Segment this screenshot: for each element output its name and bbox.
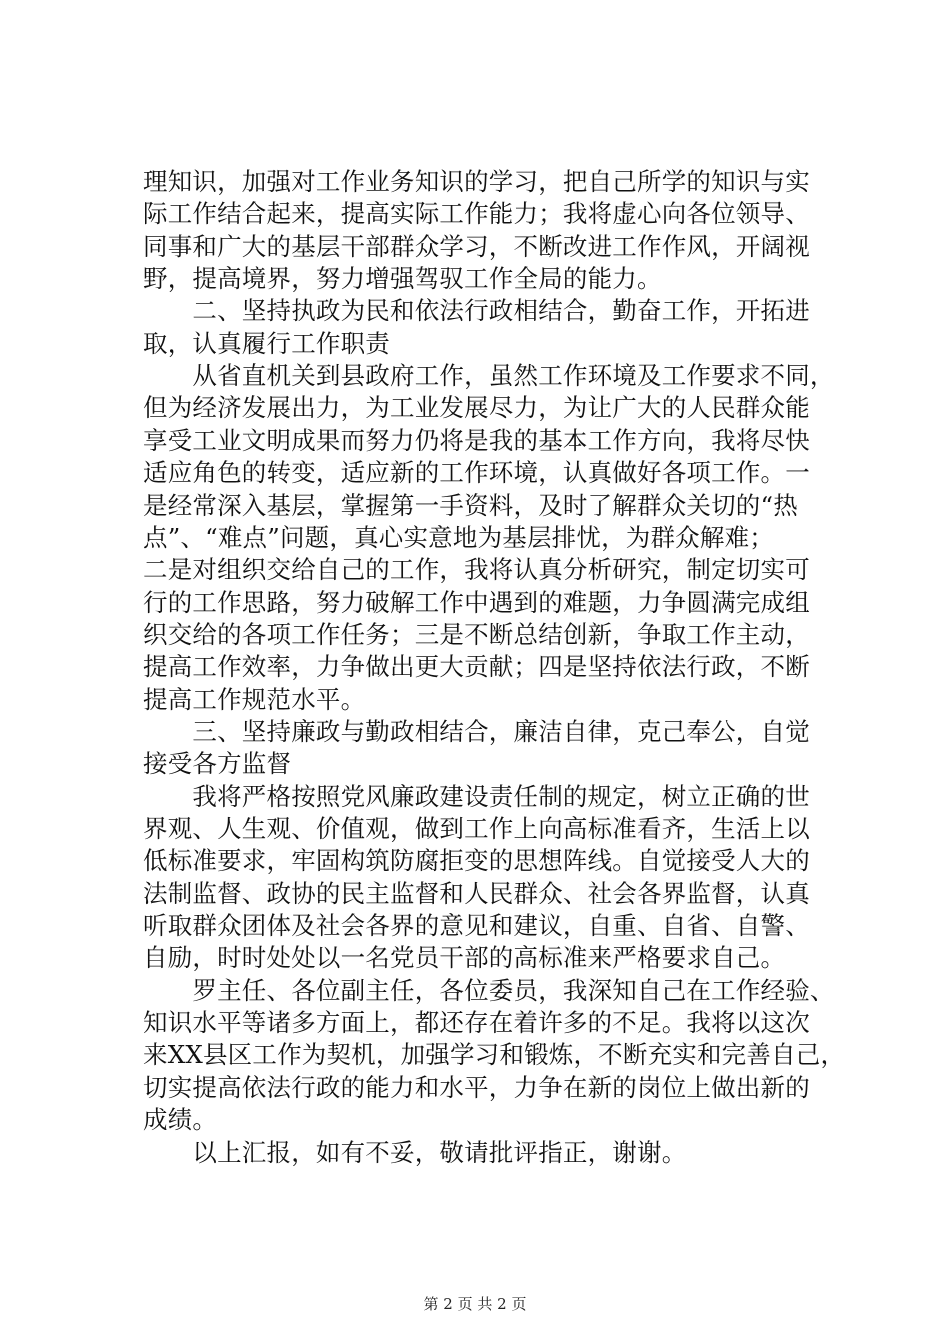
text-line: 法制监督、政协的民主监督和人民群众、社会各界监督，认真 — [143, 878, 810, 908]
text-line: 成绩。 — [143, 1105, 218, 1135]
text-line: 取，认真履行工作职责 — [143, 328, 390, 358]
text-line: 自励，时时处处以一名党员干部的高标准来严格要求自己。 — [143, 943, 786, 973]
text-line: 是经常深入基层，掌握第一手资料，及时了解群众关切的“热 — [143, 490, 798, 520]
text-line: 二是对组织交给自己的工作，我将认真分析研究，制定切实可 — [143, 555, 810, 585]
text-line: 野，提高境界，努力增强驾驭工作全局的能力。 — [143, 264, 662, 294]
text-line: 际工作结合起来，提高实际工作能力；我将虚心向各位领导、 — [143, 199, 810, 229]
text-line: 低标准要求，牢固构筑防腐拒变的思想阵线。自觉接受人大的 — [143, 846, 810, 876]
text-line: 我将严格按照党风廉政建设责任制的规定，树立正确的世 — [143, 781, 810, 811]
text-line: 提高工作规范水平。 — [143, 684, 366, 714]
text-line: 点”、“难点”问题，真心实意地为基层排忧，为群众解难； — [143, 522, 774, 552]
text-line: 界观、人生观、价值观，做到工作上向高标准看齐，生活上以 — [143, 814, 810, 843]
text-line: 但为经济发展出力，为工业发展尽力，为让广大的人民群众能 — [143, 393, 810, 423]
text-line: 织交给的各项工作任务；三是不断总结创新，争取工作主动， — [143, 619, 810, 649]
text-line: 行的工作思路，努力破解工作中遇到的难题，力争圆满完成组 — [143, 587, 810, 617]
text-line: 接受各方监督 — [143, 749, 292, 779]
text-line: 听取群众团体及社会各界的意见和建议，自重、自省、自警、 — [143, 911, 810, 941]
text-line: 来XX县区工作为契机，加强学习和锻炼，不断充实和完善自己， — [143, 1040, 846, 1070]
text-line: 二、坚持执政为民和依法行政相结合，勤奋工作，开拓进 — [143, 296, 810, 326]
text-line: 从省直机关到县政府工作，虽然工作环境及工作要求不同， — [143, 361, 835, 391]
text-line: 知识水平等诸多方面上，都还存在着许多的不足。我将以这次 — [143, 1008, 810, 1038]
text-line: 提高工作效率，力争做出更大贡献；四是坚持依法行政，不断 — [143, 652, 810, 682]
page-footer: 第 2 页 共 2 页 — [423, 1295, 527, 1313]
text-line: 罗主任、各位副主任，各位委员，我深知自己在工作经验、 — [143, 975, 835, 1005]
text-line: 三、坚持廉政与勤政相结合，廉洁自律，克己奉公，自觉 — [143, 716, 810, 746]
text-line: 以上汇报，如有不妥，敬请批评指正，谢谢。 — [143, 1137, 687, 1167]
text-line: 同事和广大的基层干部群众学习，不断改进工作作风，开阔视 — [143, 231, 810, 261]
text-line: 理知识，加强对工作业务知识的学习，把自己所学的知识与实 — [143, 167, 810, 196]
text-line: 适应角色的转变，适应新的工作环境，认真做好各项工作。一 — [143, 458, 810, 488]
text-line: 享受工业文明成果而努力仍将是我的基本工作方向，我将尽快 — [143, 425, 810, 455]
text-line: 切实提高依法行政的能力和水平，力争在新的岗位上做出新的 — [143, 1072, 810, 1102]
